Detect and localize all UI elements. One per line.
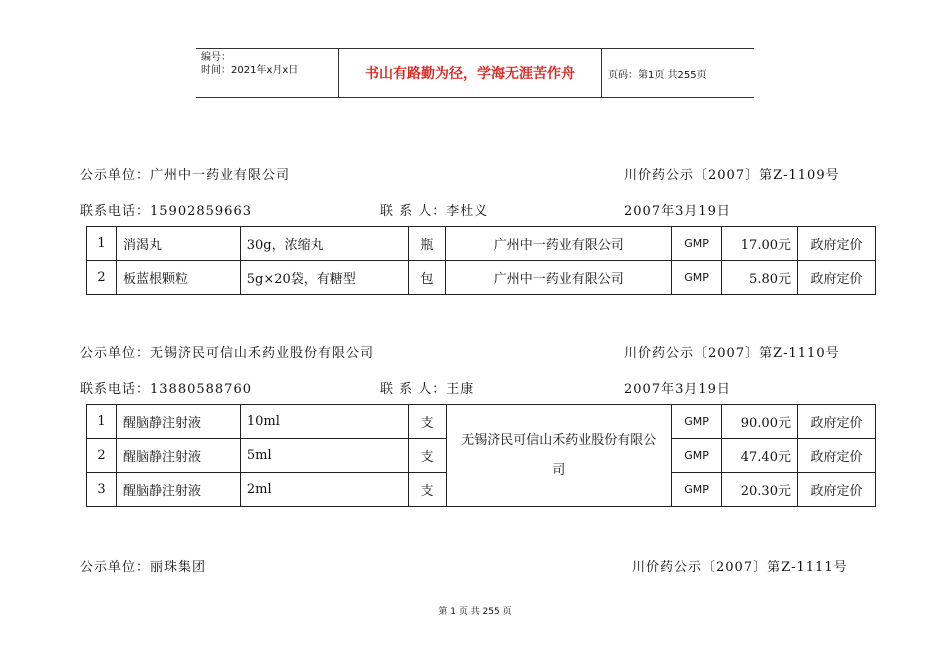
row-spec: 5g×20袋，有糖型 [240, 261, 408, 295]
row-spec: 30g，浓缩丸 [240, 227, 408, 261]
table-row [87, 261, 876, 295]
row-unit: 支 [408, 439, 446, 473]
row-price: 47.40元 [722, 439, 798, 473]
row-unit: 包 [408, 261, 446, 295]
row-company: 广州中一药业有限公司 [446, 227, 672, 261]
row-name: 醒脑静注射液 [116, 439, 240, 473]
row-spec: 5ml [240, 439, 408, 473]
row-no: 1 [87, 405, 117, 439]
row-gmp: GMP [672, 227, 722, 261]
time-label: 时间：2021年x月x日 [201, 65, 299, 76]
row-policy: 政府定价 [797, 473, 875, 507]
row-gmp: GMP [672, 439, 722, 473]
table-row [87, 227, 876, 261]
section-1-notice: 川价药公示〔2007〕第Z-1109号 [624, 168, 840, 183]
row-unit: 支 [408, 405, 446, 439]
row-unit: 支 [408, 473, 446, 507]
section-2-unit: 公示单位：无锡济民可信山禾药业股份有限公司 [80, 346, 375, 361]
section-2-date: 2007年3月19日 [624, 382, 731, 397]
section-1-table [86, 226, 876, 295]
row-policy: 政府定价 [797, 405, 875, 439]
row-unit: 瓶 [408, 227, 446, 261]
header-page-number: 页码：第1页 共255页 [608, 69, 707, 81]
row-no: 2 [87, 261, 117, 295]
row-gmp: GMP [672, 261, 722, 295]
section-3-unit: 公示单位：丽珠集团 [80, 560, 207, 575]
section-3-notice: 川价药公示〔2007〕第Z-1111号 [632, 560, 848, 575]
row-gmp: GMP [672, 473, 722, 507]
header-motto: 书山有路勤为径，学海无涯苦作舟 [339, 49, 602, 97]
section-1-unit: 公示单位：广州中一药业有限公司 [80, 168, 291, 183]
table-row [87, 405, 876, 439]
section-1-phone: 联系电话：15902859663 [80, 204, 252, 219]
row-name: 醒脑静注射液 [116, 405, 240, 439]
row-company: 广州中一药业有限公司 [446, 261, 672, 295]
row-policy: 政府定价 [798, 261, 876, 295]
serial-label: 编号： [201, 52, 231, 63]
section-2-contact: 联 系 人：王康 [380, 382, 475, 397]
row-price: 90.00元 [722, 405, 798, 439]
section-2-table [86, 404, 876, 507]
row-gmp: GMP [672, 405, 722, 439]
row-name: 消渴丸 [116, 227, 240, 261]
section-2-phone: 联系电话：13880588760 [80, 382, 252, 397]
row-policy: 政府定价 [798, 227, 876, 261]
row-spec: 2ml [240, 473, 408, 507]
row-policy: 政府定价 [797, 439, 875, 473]
row-company-merged: 无锡济民可信山禾药业股份有限公司 [446, 405, 672, 507]
header-meta [196, 49, 339, 97]
section-1-date: 2007年3月19日 [624, 204, 731, 219]
row-price: 17.00元 [722, 227, 798, 261]
row-name: 板蓝根颗粒 [116, 261, 240, 295]
row-price: 5.80元 [722, 261, 798, 295]
row-price: 20.30元 [722, 473, 798, 507]
row-no: 1 [87, 227, 117, 261]
page-footer: 第 1 页 共 255 页 [438, 607, 512, 617]
row-no: 2 [87, 439, 117, 473]
row-spec: 10ml [240, 405, 408, 439]
section-2-notice: 川价药公示〔2007〕第Z-1110号 [624, 346, 840, 361]
page-header [196, 48, 754, 98]
row-no: 3 [87, 473, 117, 507]
section-1-contact: 联 系 人：李杜义 [380, 204, 489, 219]
row-name: 醒脑静注射液 [116, 473, 240, 507]
